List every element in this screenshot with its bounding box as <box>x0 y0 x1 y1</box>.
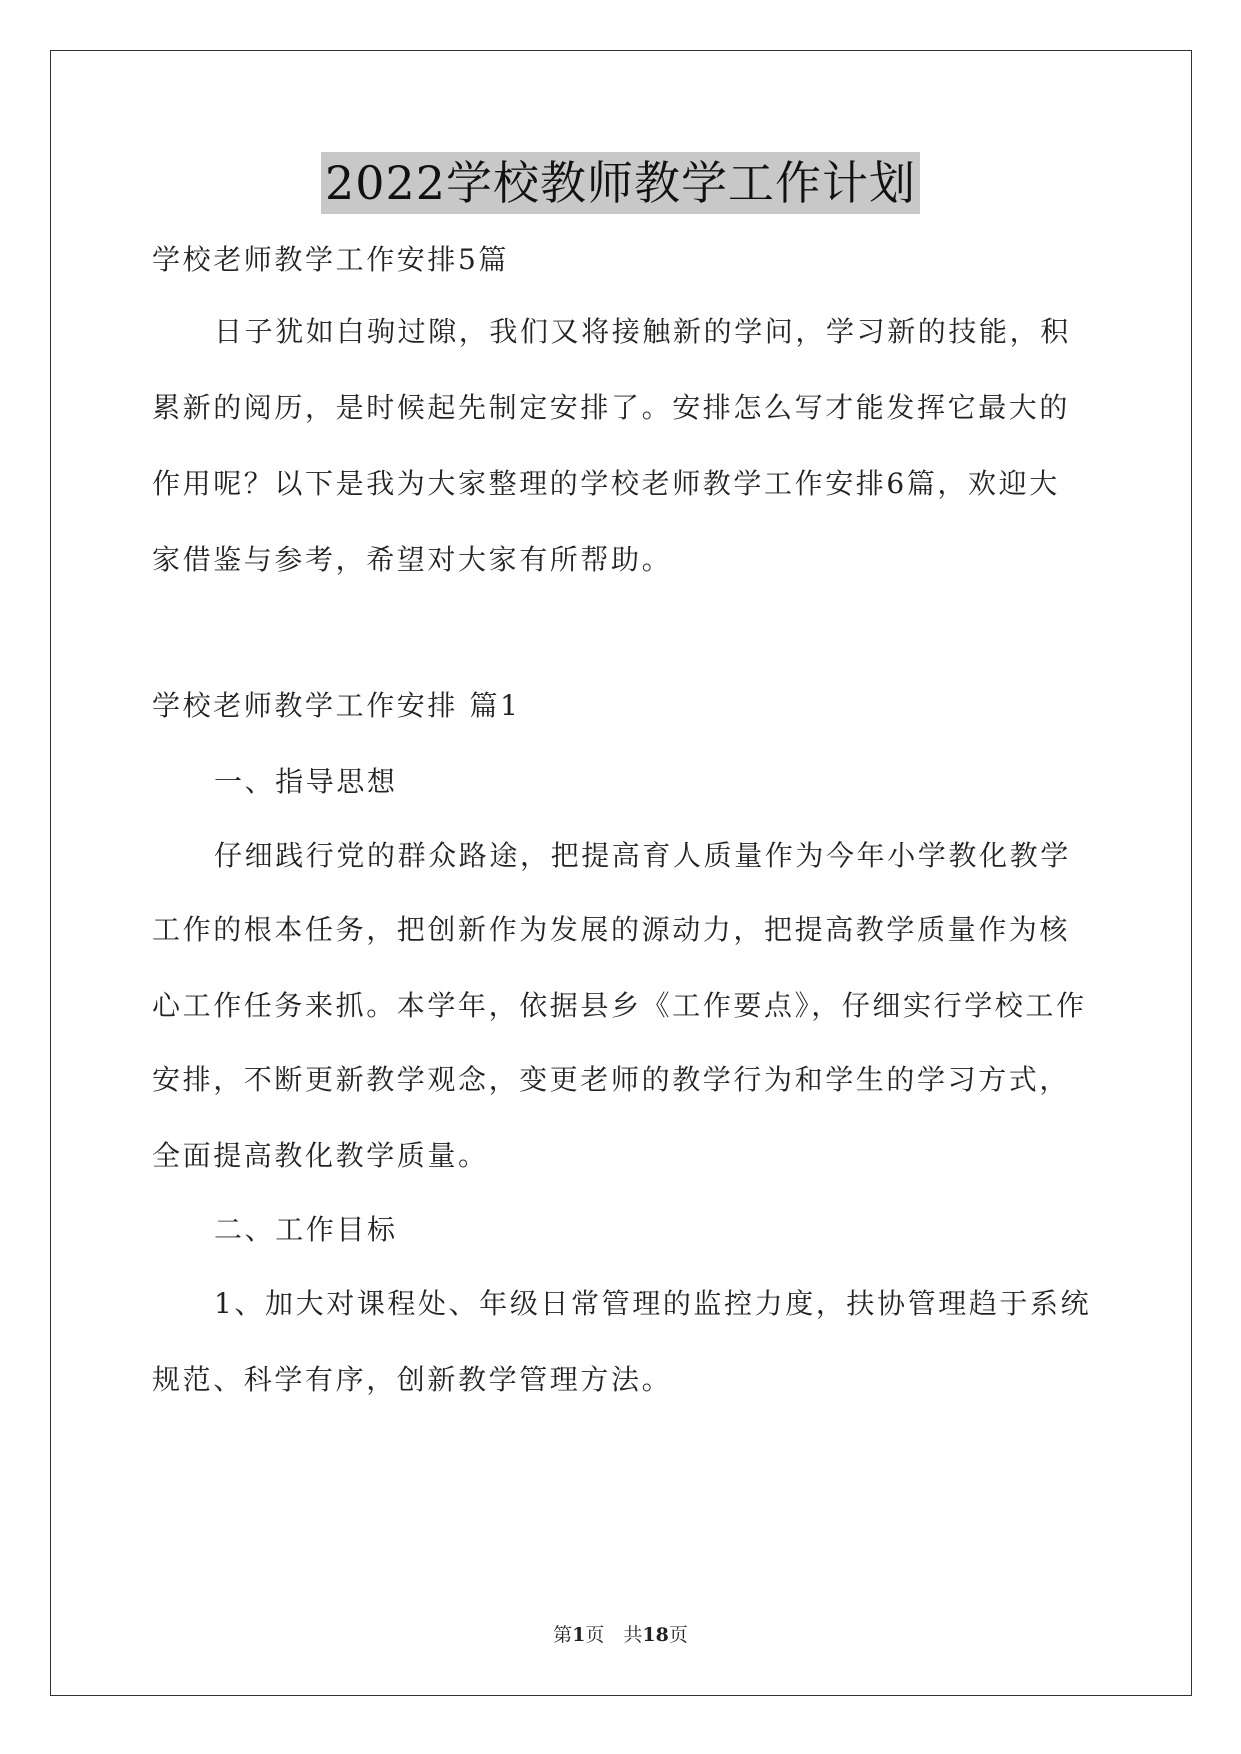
subsection-heading: 一、指导思想 <box>214 765 398 798</box>
paragraph-line: 作用呢？以下是我为大家整理的学校老师教学工作安排6篇，欢迎大 <box>152 467 1060 500</box>
page-footer <box>0 1620 1241 1647</box>
subsection-heading: 二、工作目标 <box>214 1213 398 1246</box>
current-page-number: 1 <box>572 1624 586 1646</box>
total-page-count: 18 <box>642 1624 669 1646</box>
paragraph-line: 仔细践行党的群众路途，把提高育人质量作为今年小学教化教学 <box>214 839 1071 872</box>
footer-mid: 页 共 <box>585 1624 643 1646</box>
paragraph-line: 累新的阅历，是时候起先制定安排了。安排怎么写才能发挥它最大的 <box>152 391 1071 424</box>
subtitle-line: 学校老师教学工作安排5篇 <box>152 243 510 276</box>
footer-suffix: 页 <box>668 1624 688 1646</box>
paragraph-line: 家借鉴与参考，希望对大家有所帮助。 <box>152 543 673 576</box>
paragraph-line: 安排，不断更新教学观念，变更老师的教学行为和学生的学习方式， <box>152 1063 1071 1096</box>
footer-prefix: 第 <box>553 1624 573 1646</box>
paragraph-line: 1、加大对课程处、年级日常管理的监控力度，扶协管理趋于系统 <box>214 1287 1092 1320</box>
document-title: 2022学校教师教学工作计划 <box>321 152 920 214</box>
title-container <box>0 152 1241 214</box>
paragraph-line: 规范、科学有序，创新教学管理方法。 <box>152 1363 673 1396</box>
paragraph-line: 全面提高教化教学质量。 <box>152 1139 489 1172</box>
section-heading: 学校老师教学工作安排 篇1 <box>152 689 521 722</box>
paragraph-line: 心工作任务来抓。本学年，依据县乡《工作要点》，仔细实行学校工作 <box>152 989 1087 1022</box>
paragraph-line: 日子犹如白驹过隙，我们又将接触新的学问，学习新的技能，积 <box>214 315 1071 348</box>
paragraph-line: 工作的根本任务，把创新作为发展的源动力，把提高教学质量作为核 <box>152 913 1071 946</box>
